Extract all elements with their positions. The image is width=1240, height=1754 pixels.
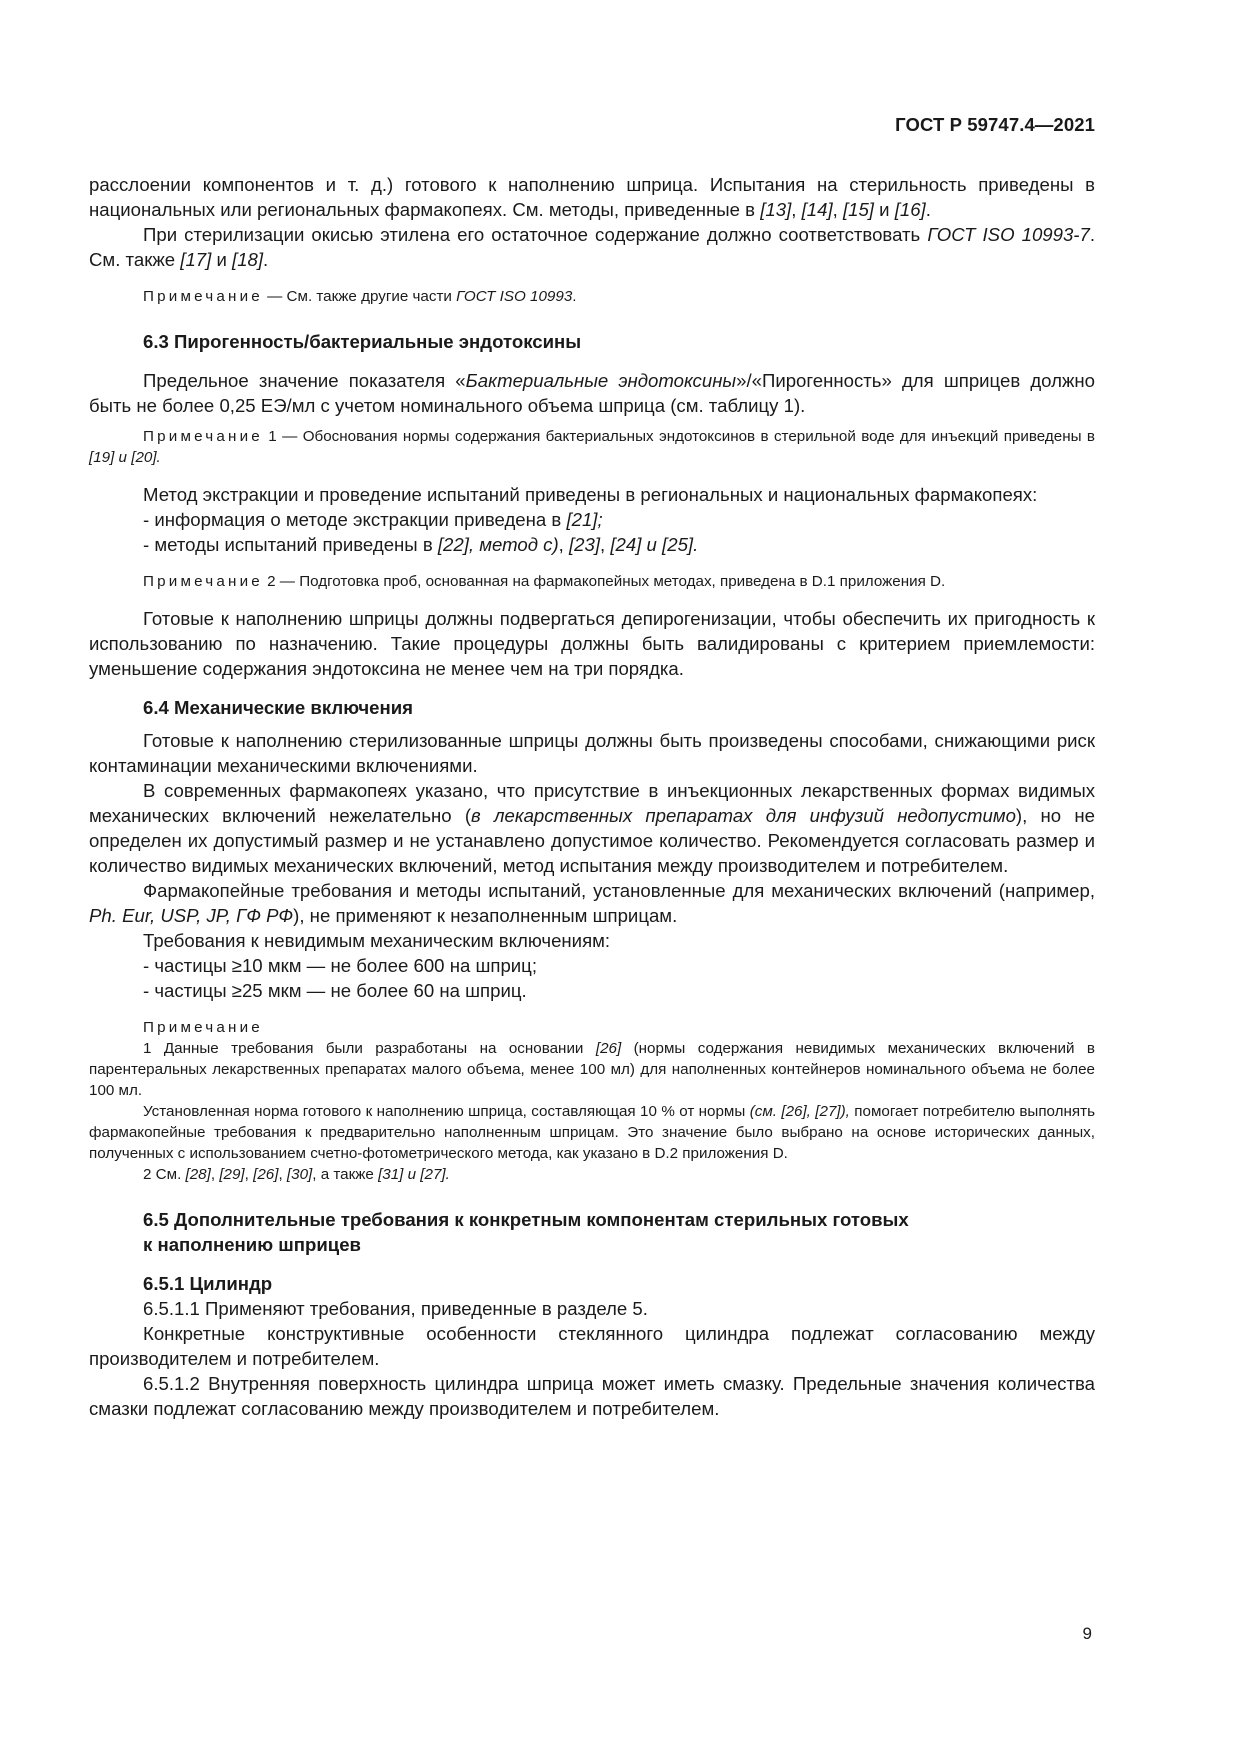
section-title-6-5-line1: 6.5 Дополнительные требования к конкретным компонентам стерильных готовых [143, 1209, 909, 1230]
section-title-6-5-line2: к наполнению шприцев [143, 1234, 361, 1255]
list-item-25um: - частицы ≥25 мкм — не более 60 на шприц. [143, 980, 527, 1001]
paragraph-6-5-1-2: 6.5.1.2 Внутренняя поверхность цилиндра шприца может иметь смазку. Предельные значения количества смазки подлежат согласованию между производителем и потребителем. [89, 1373, 1095, 1419]
paragraph-sterility: расслоении компонентов и т. д.) готового к наполнению шприца. Испытания на стерильность приведены в национальных или региональных фармакопеях. См. методы, приведенные в [13], [14], [15] и [16]. [89, 174, 1095, 220]
paragraph-endotoxin-limit: Предельное значение показателя «Бактериальные эндотоксины»/«Пирогенность» для шприцев должно быть не более 0,25 ЕЭ/мл с учетом номинального объема шприца (см. таблицу 1). [89, 370, 1096, 416]
subsection-title-6-5-1: 6.5.1 Цилиндр [143, 1273, 273, 1294]
section-title-6-3: 6.3 Пирогенность/бактериальные эндотоксины [143, 331, 582, 352]
note-endotoxin-1: Примечание 1 — Обоснования нормы содержания бактериальных эндотоксинов в стерильной воде для инъекций приведены в [19] и [20]. [89, 428, 1095, 466]
list-item-10um: - частицы ≥10 мкм — не более 600 на шприц; [143, 955, 537, 976]
paragraph-6-5-1-1: 6.5.1.1 Применяют требования, приведенные в разделе 5. [143, 1298, 648, 1319]
list-item-extraction: - информация о методе экстракции приведена в [21]; [143, 509, 603, 530]
paragraph-subvisible-requirements: Требования к невидимым механическим включениям: [143, 930, 611, 951]
note-endotoxin-2: Примечание 2 — Подготовка проб, основанная на фармакопейных методах, приведена в D.1 приложения D. [143, 573, 946, 590]
list-item-test-methods: - методы испытаний приведены в [22], метод с), [23], [24] и [25]. [143, 534, 699, 555]
note-particulates-norm: Установленная норма готового к наполнению шприца, составляющая 10 % от нормы (см. [26], [27]), помогает потребителю выполнять фармакопейные требования к предварительно наполненным шприцам. Это значение было выбрано на основе исторических данных, полученных с использованием счетно-фотометрического метода, как указано в D.2 приложения D. [89, 1103, 1096, 1162]
document-header-id: ГОСТ Р 59747.4—2021 [895, 114, 1095, 135]
paragraph-visible-particulates: В современных фармакопеях указано, что присутствие в инъекционных лекарственных формах видимых механических включений нежелательно (в лекарственных препаратах для инфузий недопустимо), но не определен их допустимый размер и не устанавлено допустимое количество. Рекомендуется согласовать размер и количество видимых механических включений, метод испытания между производителем и потребителем. [89, 780, 1095, 876]
paragraph-ethylene-oxide: При стерилизации окисью этилена его остаточное содержание должно соответствовать ГОСТ ISO 10993-7. См. также [17] и [18]. [89, 224, 1096, 270]
paragraph-glass-cylinder: Конкретные конструктивные особенности стеклянного цилиндра подлежат согласованию между производителем и потребителем. [89, 1323, 1095, 1369]
paragraph-extraction-method: Метод экстракции и проведение испытаний приведены в региональных и национальных фармакопеях: [143, 484, 1038, 505]
note-particulates-1: 1 Данные требования были разработаны на основании [26] (нормы содержания невидимых механических включений в парентеральных лекарственных препаратах малого объема, менее 100 мл) для наполненных контейнеров номинального объема не более 100 мл. [89, 1040, 1095, 1099]
document-body [89, 172, 1095, 1421]
note-particulates-label: Примечание [143, 1019, 263, 1036]
note-particulates-2: 2 См. [28], [29], [26], [30], а также [31] и [27]. [143, 1166, 450, 1183]
paragraph-particulates-production: Готовые к наполнению стерилизованные шприцы должны быть произведены способами, снижающими риск контаминации механическими включениями. [89, 730, 1095, 776]
note-iso-10993: Примечание — См. также другие части ГОСТ ISO 10993. [143, 288, 577, 305]
paragraph-depyrogenation: Готовые к наполнению шприцы должны подвергаться депирогенизации, чтобы обеспечить их пригодность к использованию по назначению. Такие процедуры должны быть валидированы с критерием приемлемости: уменьшение содержания эндотоксина не менее чем на три порядка. [89, 608, 1095, 679]
section-title-6-4: 6.4 Механические включения [143, 697, 414, 718]
page-number: 9 [1082, 1624, 1092, 1643]
paragraph-pharmacopoeia-requirements: Фармакопейные требования и методы испытаний, установленные для механических включений (например, Ph. Eur, USP, JP, ГФ РФ), не применяют к незаполненным шприцам. [89, 880, 1095, 926]
